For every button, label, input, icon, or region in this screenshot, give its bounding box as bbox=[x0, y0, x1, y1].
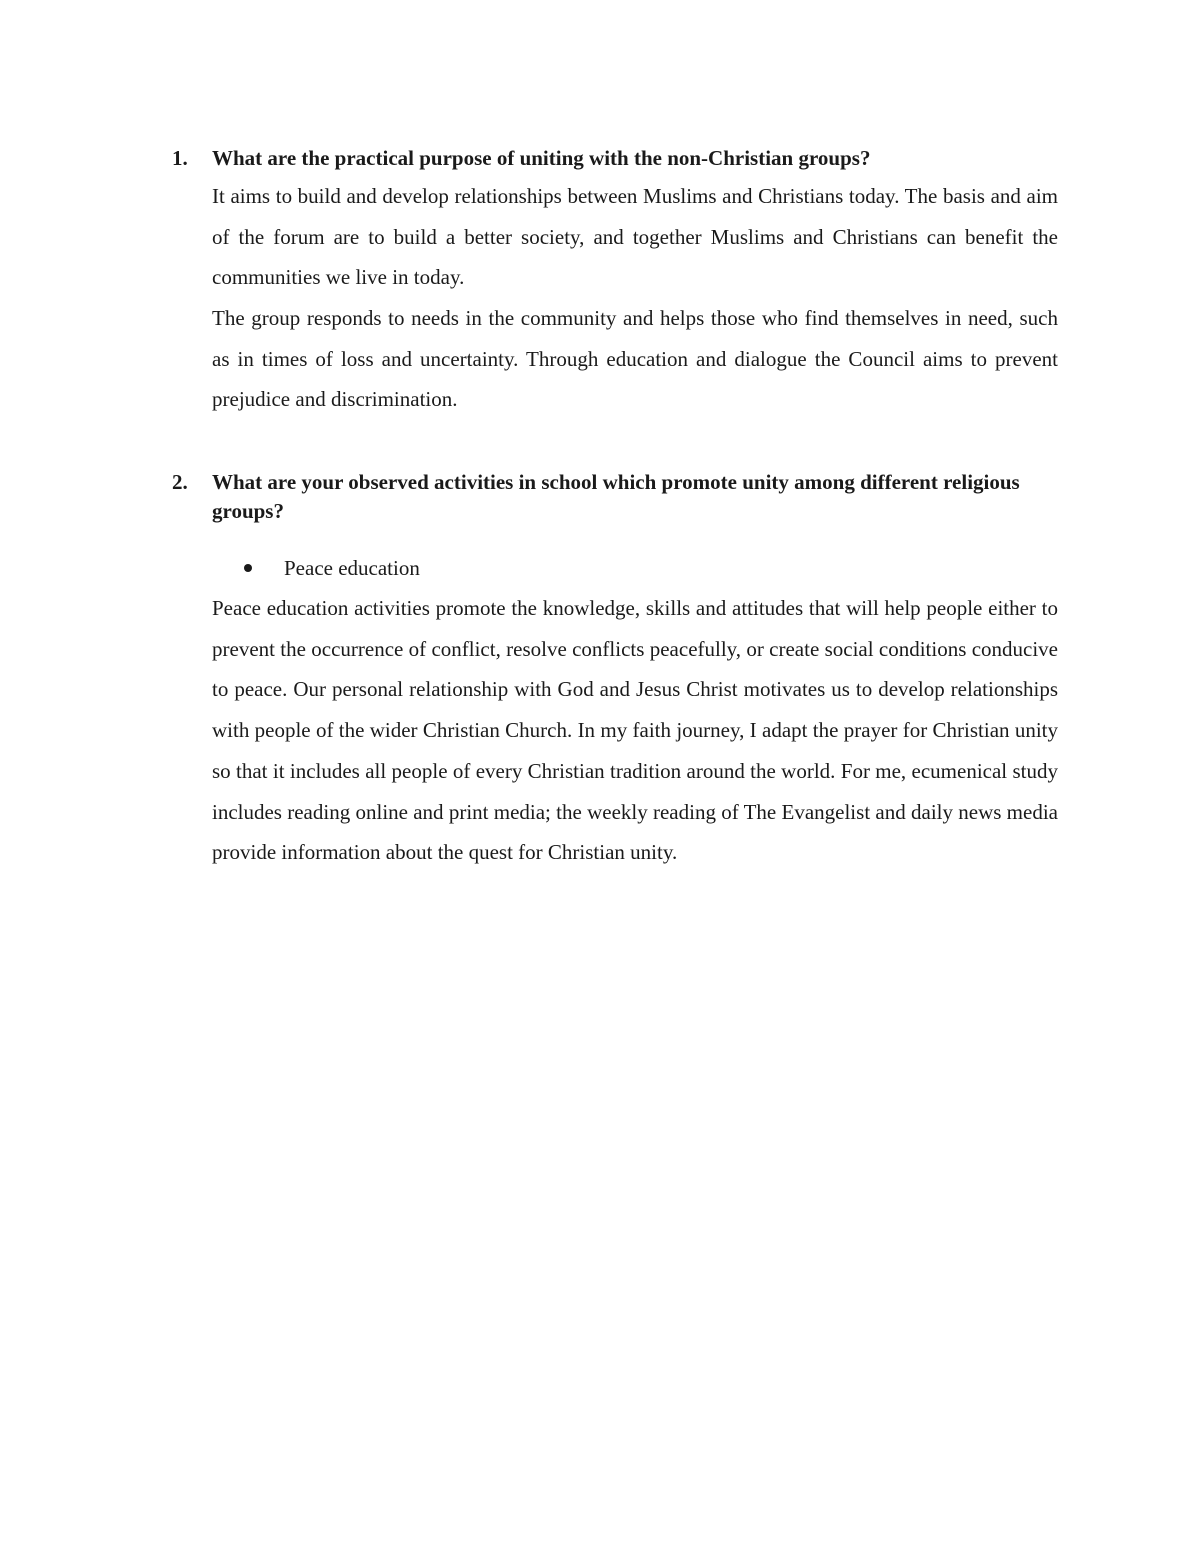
question-2-number: 2. bbox=[172, 470, 188, 494]
question-2 bbox=[172, 468, 1062, 526]
answer-2-paragraph: Peace education activities promote the knowledge, skills and attitudes that will help people either to prevent the occurrence of conflict, resolve conflicts peacefully, or create social conditions conducive to peace. Our personal relationship with God and Jesus Christ motivates us to develop relationships with people of the wider Christian Church. In my faith journey, I adapt the prayer for Christian unity so that it includes all people of every Christian tradition around the world. For me, ecumenical study includes reading online and print media; the weekly reading of The Evangelist and daily news media provide information about the quest for Christian unity. bbox=[212, 596, 1058, 865]
question-1-text: What are the practical purpose of uniting with the non-Christian groups? bbox=[212, 146, 871, 170]
answer-1-paragraph-1: It aims to build and develop relationships between Muslims and Christians today. The basis and aim of the forum are to build a better society, and together Muslims and Christians can benefit the communities we live in today. bbox=[212, 184, 1058, 290]
question-2-text: What are your observed activities in school which promote unity among different religious groups? bbox=[212, 470, 1020, 523]
bullet-list-item bbox=[244, 552, 844, 584]
bullet-dot-icon bbox=[244, 564, 252, 572]
question-1 bbox=[172, 144, 1062, 173]
question-1-number: 1. bbox=[172, 146, 188, 170]
bullet-item-label: Peace education bbox=[284, 556, 420, 580]
answer-1-paragraph-2: The group responds to needs in the community and helps those who find themselves in need, such as in times of loss and uncertainty. Through education and dialogue the Council aims to prevent prejudice and discrimination. bbox=[212, 306, 1058, 412]
